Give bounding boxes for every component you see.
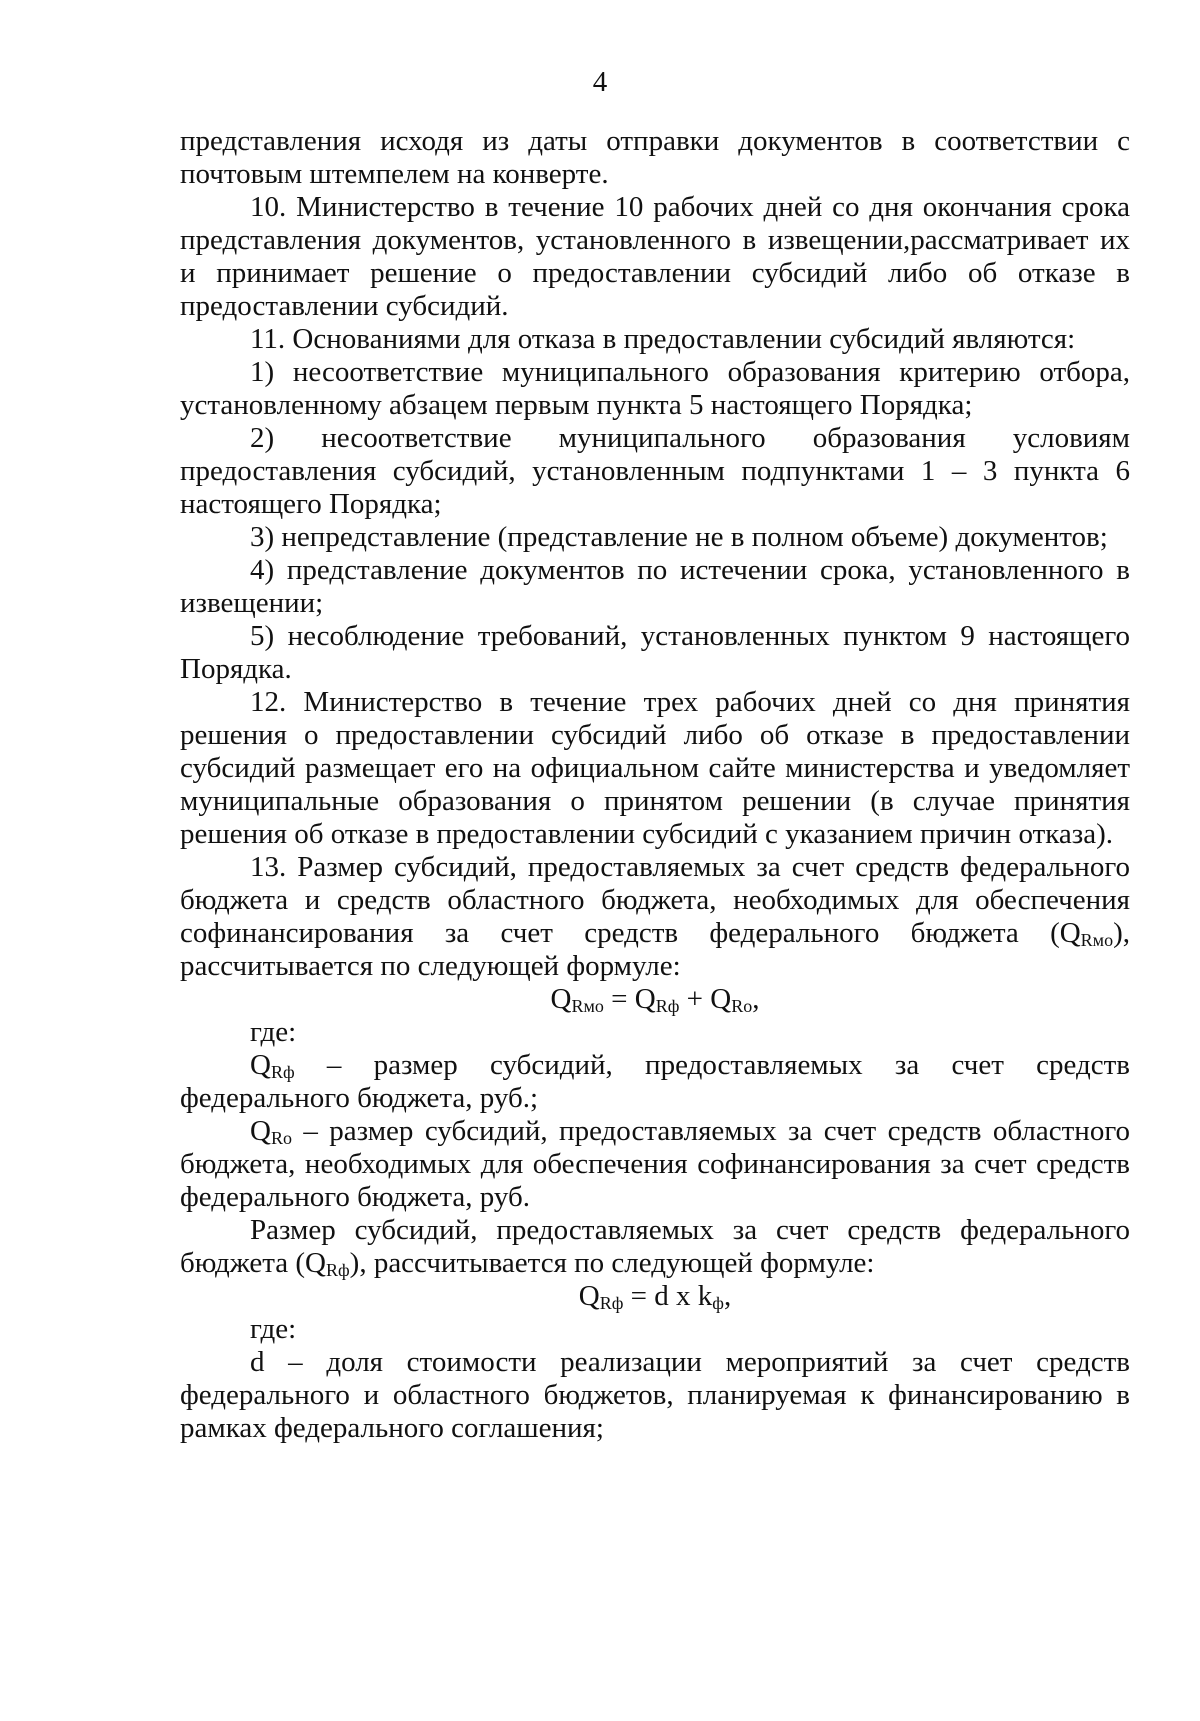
formula-symbol: Q: [634, 983, 656, 1015]
paragraph-13-text-a: 13. Размер субсидий, предоставляемых за счет средств федерального бюджета и средств областного бюджета, необходимых для обеспечения софинансирования за счет средств федерального бюджета (Q: [180, 851, 1130, 949]
definition-text: – размер субсидий, предоставляемых за счет средств областного бюджета, необходимых для обеспечения софинансирования за счет средств федерального бюджета, руб.: [180, 1115, 1130, 1213]
paragraph-11-item-2: 2) несоответствие муниципального образования условиям предоставления субсидий, установленным подпунктами 1 – 3 пункта 6 настоящего Порядка;: [180, 422, 1130, 520]
formula-subscript: ф: [712, 1293, 724, 1313]
formula-operator: =: [603, 983, 635, 1015]
formula-operator: = d x k: [623, 1280, 713, 1312]
size-text-a: Размер субсидий, предоставляемых за счет средств федерального бюджета (Q: [180, 1214, 1130, 1279]
definition-qrf: [180, 1049, 1130, 1115]
formula-punct: ,: [752, 983, 760, 1015]
formula-punct: ,: [723, 1280, 732, 1312]
definition-subscript: Rо: [270, 1128, 292, 1148]
where-label: где:: [250, 1313, 297, 1345]
size-subscript: Rф: [325, 1260, 350, 1280]
definition-subscript: Rф: [270, 1062, 295, 1082]
formula-total: [180, 983, 1130, 1016]
page-number: 4: [592, 66, 608, 98]
formula-subscript: Rф: [655, 996, 680, 1016]
paragraph-size-federal: [180, 1214, 1130, 1280]
paragraph-11-item-4: 4) представление документов по истечении срока, установленного в извещении;: [180, 554, 1130, 619]
formula-subscript: Rф: [599, 1293, 624, 1313]
where-label: где:: [250, 1016, 297, 1048]
formula-symbol: Q: [578, 1280, 600, 1312]
paragraph-13: [180, 851, 1130, 983]
paragraph-10: 10. Министерство в течение 10 рабочих дней со дня окончания срока представления документов, установленного в извещении,рассматривает их и принимает решение о предоставлении субсидий либо об отказе в предоставлении субсидий.: [180, 191, 1130, 322]
formula-operator: +: [679, 983, 711, 1015]
size-text-b: ), рассчитывается по следующей формуле:: [349, 1247, 875, 1279]
paragraph-11-item-3: 3) непредставление (представление не в полном объеме) документов;: [250, 521, 1108, 553]
definition-d: d – доля стоимости реализации мероприятий за счет средств федерального и областного бюджетов, планируемая к финансированию в рамках федерального соглашения;: [180, 1346, 1130, 1444]
paragraph-13-text-b: ), рассчитывается по следующей формуле:: [180, 917, 1130, 982]
definition-text: – размер субсидий, предоставляемых за счет средств федерального бюджета, руб.;: [180, 1049, 1130, 1114]
paragraph-11-item-1: 1) несоответствие муниципального образования критерию отбора, установленному абзацем первым пункта 5 настоящего Порядка;: [180, 356, 1130, 421]
definition-symbol: Q: [250, 1115, 271, 1147]
paragraph-11: 11. Основаниями для отказа в предоставлении субсидий являются:: [250, 323, 1076, 355]
formula-subscript: Rо: [731, 996, 753, 1016]
formula-symbol: Q: [550, 983, 572, 1015]
formula-symbol: Q: [710, 983, 732, 1015]
paragraph-12: 12. Министерство в течение трех рабочих дней со дня принятия решения о предоставлении субсидий либо об отказе в предоставлении субсидий размещает его на официальном сайте министерства и уведомляет муниципальные образования о принятом решении (в случае принятия решения об отказе в предоставлении субсидий с указанием причин отказа).: [180, 686, 1130, 850]
paragraph-13-subscript: Rмо: [1080, 930, 1114, 950]
paragraph-11-item-5: 5) несоблюдение требований, установленных пунктом 9 настоящего Порядка.: [180, 620, 1130, 685]
formula-federal: [180, 1280, 1130, 1313]
formula-subscript: Rмо: [571, 996, 604, 1016]
document-body: [180, 125, 1130, 1445]
definition-symbol: Q: [250, 1049, 271, 1081]
definition-qro: [180, 1115, 1130, 1214]
paragraph-continuation: представления исходя из даты отправки документов в соответствии с почтовым штемпелем на конверте.: [180, 125, 1130, 190]
